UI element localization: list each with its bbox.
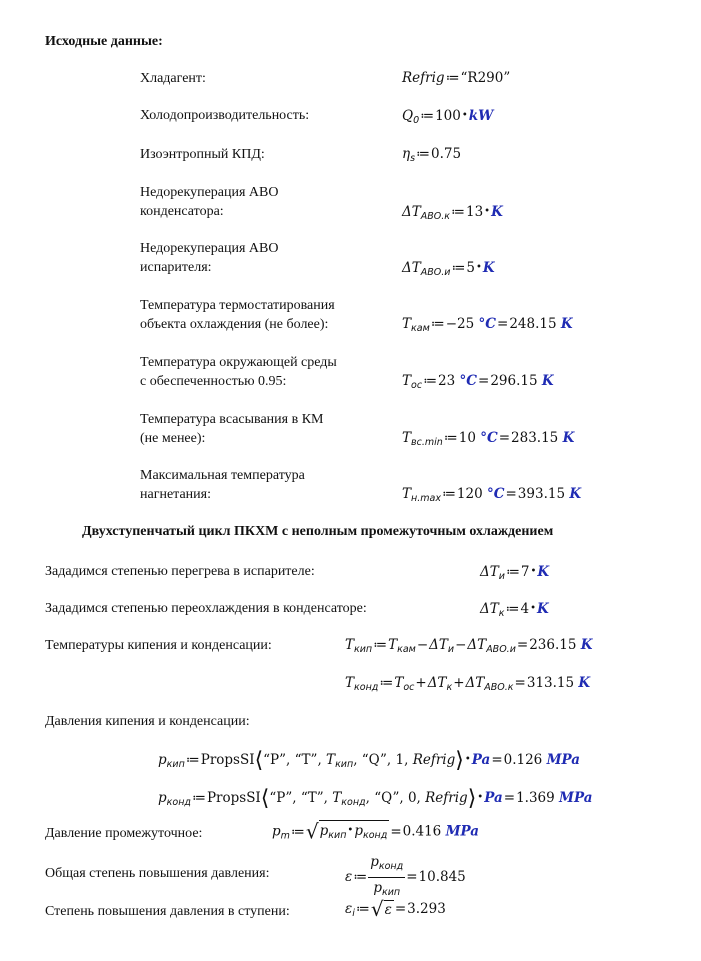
superheat-formula[interactable]: $\Delta T_и≔7•K$ (480, 564, 550, 582)
tkond-formula[interactable]: $T_{конд}≔T_{ос}+\Delta T_к+\Delta T_{АВО.к}=313.15$ K (345, 675, 591, 693)
superheat-label: Зададимся степенью перегрева в испарителе: (45, 564, 315, 579)
tvs-label-1: Температура всасывания в КМ (140, 412, 324, 427)
capacity-formula[interactable]: $Q_0≔100•kW$ (402, 108, 494, 126)
tcam-label-1: Температура термостатирования (140, 298, 335, 313)
dt-evap-label-2: испарителя: (140, 260, 212, 275)
efficiency-formula[interactable]: $\eta_s≔0.75$ (402, 146, 462, 164)
epsi-label: Степень повышения давления в ступени: (45, 904, 290, 919)
dt-cond-label-2: конденсатора: (140, 204, 224, 219)
cycle-heading: Двухступенчатый цикл ПКХМ с неполным промежуточным охлаждением (82, 524, 554, 539)
dt-evap-formula[interactable]: $\Delta T_{АВО.и}≔5•K$ (402, 260, 495, 278)
input-data-heading: Исходные данные: (45, 34, 163, 49)
pkip-formula[interactable]: $p_{кип}≔PropsSI⟨“P$”, “T”, $T_{кип}$, “Q”, 1, Refrig⟩•Pa=0.126 MPa (158, 748, 581, 773)
eps-formula[interactable]: ε≔ $\frac{p_{конд}}{p_{кип}}$ =10.845 (345, 853, 466, 902)
pkond-formula[interactable]: $p_{конд}≔PropsSI⟨“P$”, “T”, $T_{конд}$, “Q”, 0, Refrig⟩•Pa=1.369 MPa (158, 786, 593, 811)
tn-label-2: нагнетания: (140, 487, 211, 502)
pm-formula[interactable]: $p_m≔√p_{кип}•p_{конд} =0.416$ MPa (272, 819, 480, 844)
epsi-formula[interactable]: $\varepsilon_i≔√\varepsilon =3.293$ (345, 897, 446, 921)
subcool-label: Зададимся степенью переохлаждения в конденсаторе: (45, 601, 367, 616)
refrigerant-formula[interactable]: Refrig≔“R290” (402, 70, 511, 86)
press-label: Давления кипения и конденсации: (45, 714, 250, 729)
subcool-formula[interactable]: $\Delta T_к≔4•K$ (480, 601, 549, 619)
tcam-label-2: объекта охлаждения (не более): (140, 317, 329, 332)
sqrt-symbol: √ε (370, 897, 392, 921)
dt-evap-label-1: Недорекуперация АВО (140, 241, 279, 256)
dt-cond-formula[interactable]: $\Delta T_{АВО.к}≔13•K$ (402, 204, 503, 222)
efficiency-label: Изоэнтропный КПД: (140, 147, 265, 162)
eps-label: Общая степень повышения давления: (45, 866, 270, 881)
tn-formula[interactable]: $T_{н.max}≔120$ °C=393.15 K (402, 486, 582, 504)
eps-fraction: $\frac{p_{конд}}{p_{кип}}$ (370, 854, 404, 898)
toc-formula[interactable]: $T_{ос}≔23$ °C=296.15 K (402, 373, 554, 391)
refrigerant-label: Хладагент: (140, 71, 206, 86)
tvs-label-2: (не менее): (140, 431, 206, 446)
pm-label: Давление промежуточное: (45, 826, 203, 841)
tkip-formula[interactable]: $T_{кип}≔T_{кам}-\Delta T_и-\Delta T_{АВО.и}=236.15$ K (345, 637, 593, 655)
dt-cond-label-1: Недорекуперация АВО (140, 185, 279, 200)
capacity-label: Холодопроизводительность: (140, 108, 310, 123)
tn-label-1: Максимальная температура (140, 468, 305, 483)
tvs-formula[interactable]: $T_{вс.min}≔10$ °C=283.15 K (402, 430, 575, 448)
sqrt-symbol: $√p_{кип}•p_{конд}$ (305, 819, 388, 844)
toc-label-1: Температура окружающей среды (140, 355, 337, 370)
tcam-formula[interactable]: $T_{кам}≔-25$ °C=248.15 K (402, 316, 573, 334)
temps-label: Температуры кипения и конденсации: (45, 638, 272, 653)
toc-label-2: с обеспеченностью 0.95: (140, 374, 287, 389)
